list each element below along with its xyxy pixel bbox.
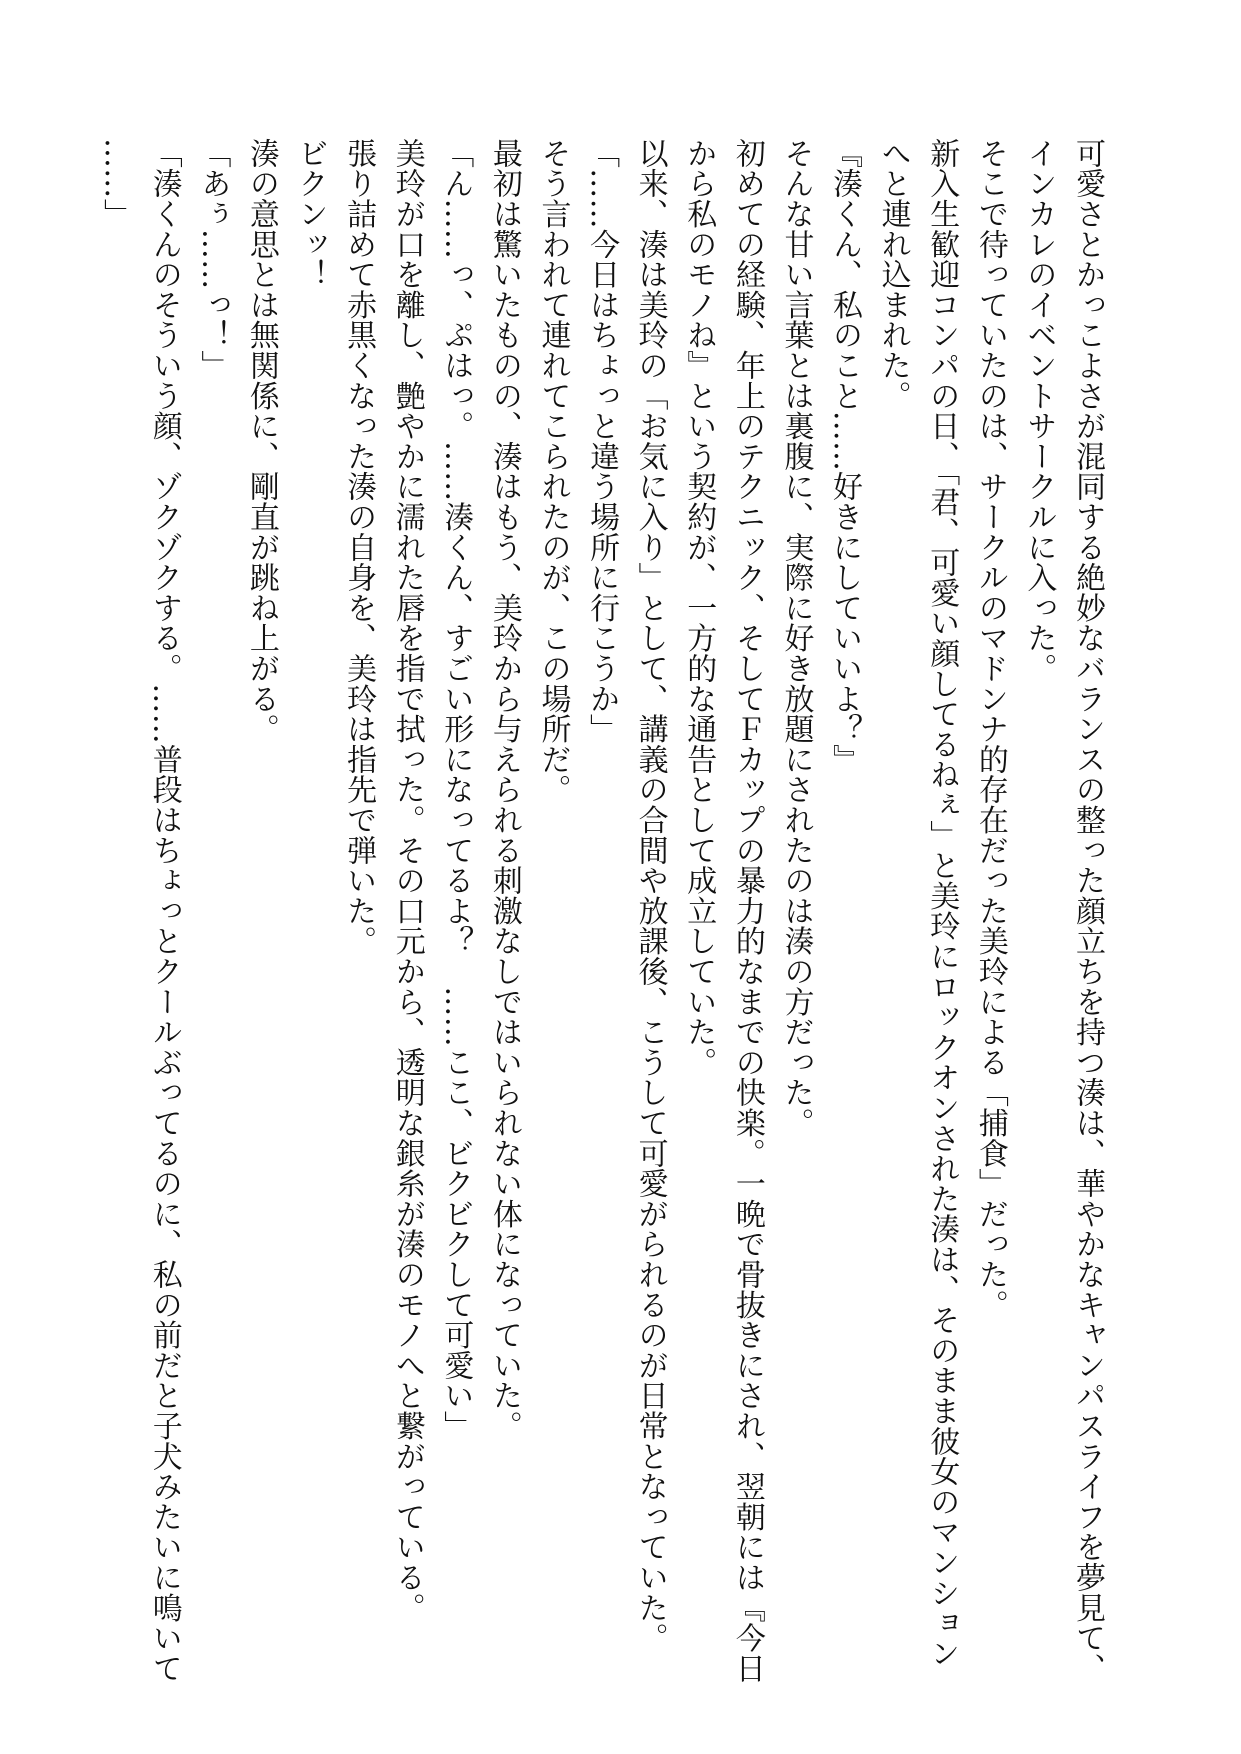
text-line: 『湊くん、私のこと……好きにしていいよ？』 <box>827 138 863 775</box>
text-line: 最初は驚いたものの、湊はもう、美玲から与えられる刺激なしではいられない体になっていた。 <box>486 138 522 1441</box>
text-line: 以来、湊は美玲の「お気に入り」として、講義の合間や放課後、こうして可愛がられるのが日常となっていた。 <box>632 138 668 1653</box>
text-line: 湊の意思とは無関係に、剛直が跳ね上がる。 <box>243 138 279 744</box>
text-line: 張り詰めて赤黒くなった湊の自身を、美玲は指先で弾いた。 <box>341 138 377 957</box>
text-line: 「……今日はちょっと違う場所に行こうか」 <box>584 138 620 744</box>
text-line: 美玲が口を離し、艶やかに濡れた唇を指で拭った。その口元から、透明な銀糸が湊のモノへと繋がっている。 <box>389 138 425 1623</box>
text-line: から私のモノね』という契約が、一方的な通告として成立していた。 <box>681 138 717 1078</box>
text-line: インカレのイベントサークルに入った。 <box>1021 138 1057 684</box>
text-line: そう言われて連れてこられたのが、この場所だ。 <box>535 138 571 805</box>
text-line: 初めての経験、年上のテクニック、そしてＦカップの暴力的なまでの快楽。一晩で骨抜きにされ、翌朝には『今日 <box>729 138 765 1684</box>
text-line: そこで待っていたのは、サークルのマドンナ的存在だった美玲による「捕食」だった。 <box>972 138 1008 1320</box>
text-line: 可愛さとかっこよさが混同する絶妙なバランスの整った顔立ちを持つ湊は、華やかなキャンパスライフを夢見て、 <box>1070 138 1105 1684</box>
text-line: そんな甘い言葉とは裏腹に、実際に好き放題にされたのは湊の方だった。 <box>778 138 814 1138</box>
text-line: 「あぅ……っ！」 <box>195 138 231 381</box>
text-line: ……」 <box>98 138 134 229</box>
text-line: 「湊くんのそういう顔、ゾクゾクする。……普段はちょっとクールぶってるのに、私の前だと子犬みたいに鳴いて <box>146 138 182 1684</box>
text-line: ビクンッ！ <box>292 138 328 290</box>
text-line: 新入生歓迎コンパの日、「君、可愛い顔してるねぇ」と美玲にロックオンされた湊は、そのまま彼女のマンション <box>924 138 960 1669</box>
text-line: へと連れ込まれた。 <box>875 138 911 411</box>
text-line: 「ん……っ、ぷはっ。……湊くん、すごい形になってるよ？ ……ここ、ビクビクして可愛い」 <box>438 138 474 1441</box>
vertical-text-body <box>91 138 1111 1684</box>
